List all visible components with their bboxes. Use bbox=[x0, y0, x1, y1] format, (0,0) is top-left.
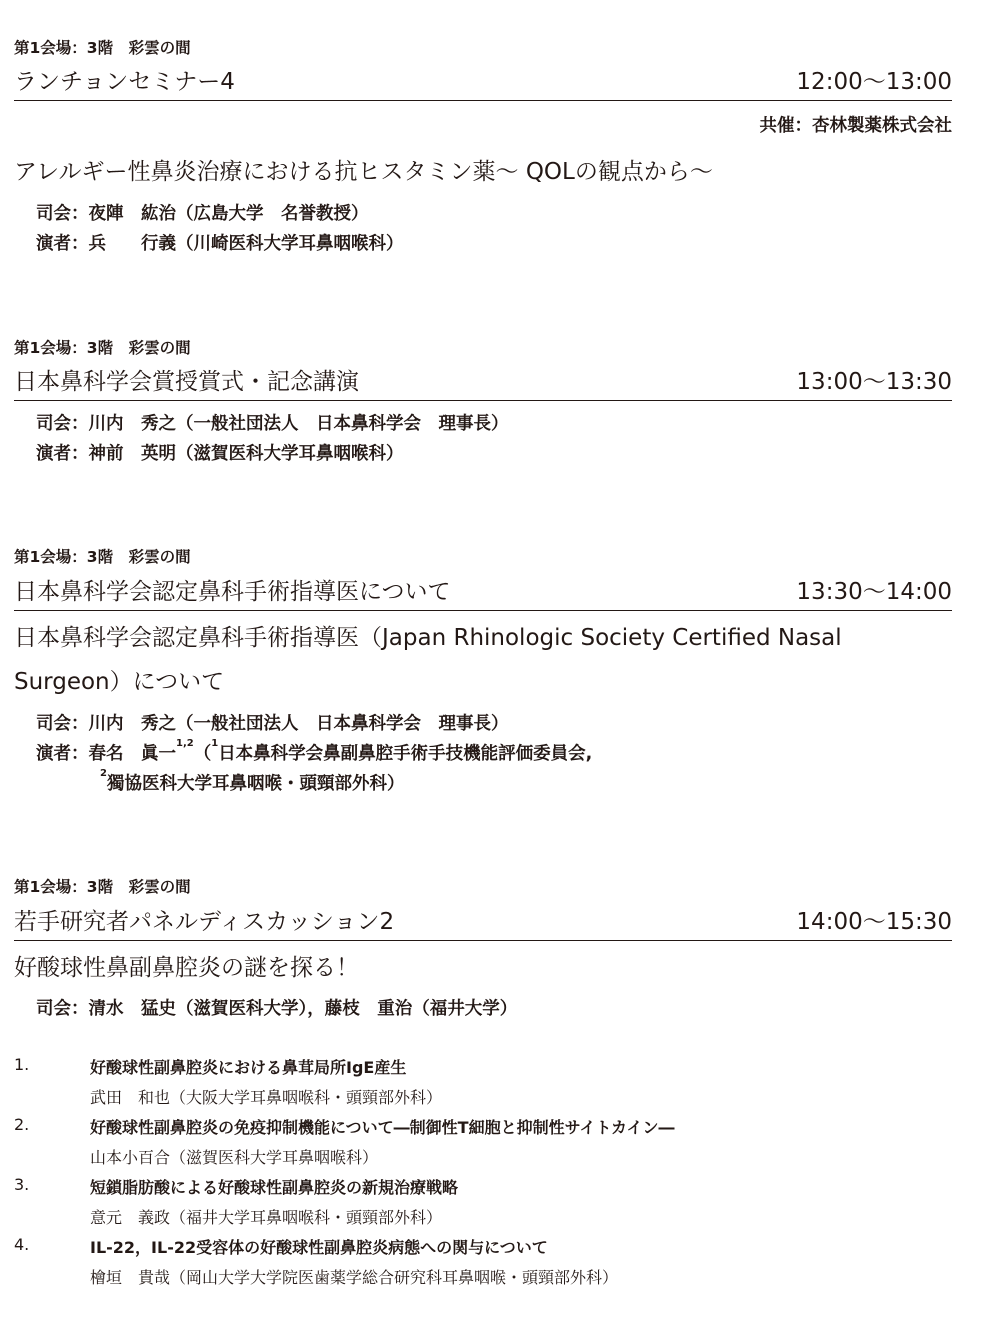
session-1-sponsor: 共催：杏林製薬株式会社 bbox=[759, 116, 952, 136]
session-3-affil-2-mark: 2 bbox=[100, 768, 107, 779]
presentation-4-author: 檜垣 貴哉（岡山大学大学院医歯薬学総合研究科耳鼻咽喉・頭頸部外科） bbox=[90, 1268, 619, 1287]
session-3-divider bbox=[14, 610, 952, 611]
session-1-speaker: 演者：兵 行義（川崎医科大学耳鼻咽喉科） bbox=[36, 234, 404, 254]
session-3-speaker-affil-marks: 1,2 bbox=[176, 738, 194, 749]
session-1-subtitle: アレルギー性鼻炎治療における抗ヒスタミン薬〜 QOLの観点から〜 bbox=[14, 159, 713, 185]
session-2-title: 日本鼻科学会賞授賞式・記念講演 bbox=[14, 369, 359, 395]
presentation-2-number: 2. bbox=[14, 1115, 30, 1134]
presentation-2-author: 山本小百合（滋賀医科大学耳鼻咽喉科） bbox=[90, 1148, 379, 1167]
presentation-2-title: 好酸球性副鼻腔炎の免疫抑制機能について―制御性T細胞と抑制性サイトカイン― bbox=[90, 1118, 675, 1137]
session-2-time: 13:00〜13:30 bbox=[796, 369, 952, 395]
presentation-1-author: 武田 和也（大阪大学耳鼻咽喉科・頭頸部外科） bbox=[90, 1088, 443, 1107]
session-4-divider bbox=[14, 940, 952, 941]
session-3-speaker-name: 演者：春名 眞一 bbox=[36, 744, 176, 764]
session-4-chair: 司会：清水 猛史（滋賀医科大学），藤枝 重治（福井大学） bbox=[36, 999, 518, 1019]
presentation-1-number: 1. bbox=[14, 1055, 30, 1074]
presentation-4-number: 4. bbox=[14, 1235, 30, 1254]
session-3-affil-1: 日本鼻科学会鼻副鼻腔手術手技機能評価委員会, bbox=[218, 744, 593, 764]
session-3-speaker: 演者：春名 眞一$^{1,2}$（$^1$日本鼻科学会鼻副鼻腔手術手技機能評価委員会, bbox=[36, 738, 593, 764]
session-3-time: 13:30〜14:00 bbox=[796, 579, 952, 605]
session-1-title: ランチョンセミナー4 bbox=[14, 69, 235, 95]
session-3-chair: 司会：川内 秀之（一般社団法人 日本鼻科学会 理事長） bbox=[36, 714, 509, 734]
session-4-title: 若手研究者パネルディスカッション2 bbox=[14, 909, 395, 935]
session-1-chair: 司会：夜陣 紘治（広島大学 名誉教授） bbox=[36, 204, 369, 224]
presentation-3-number: 3. bbox=[14, 1175, 30, 1194]
session-3-subtitle-line1: 日本鼻科学会認定鼻科手術指導医（Japan Rhinologic Society Certified Nasal bbox=[14, 625, 842, 651]
session-4-venue: 第1会場：3階 彩雲の間 bbox=[14, 878, 191, 896]
session-3-subtitle-line2: Surgeon）について bbox=[14, 669, 225, 695]
session-1-time: 12:00〜13:00 bbox=[796, 69, 952, 95]
session-4-subtitle: 好酸球性鼻副鼻腔炎の謎を探る！ bbox=[14, 955, 359, 981]
session-3-title: 日本鼻科学会認定鼻科手術指導医について bbox=[14, 579, 451, 605]
presentation-3-author: 意元 義政（福井大学耳鼻咽喉科・頭頸部外科） bbox=[90, 1208, 443, 1227]
session-1-divider bbox=[14, 100, 952, 101]
session-2-divider bbox=[14, 400, 952, 401]
presentation-3-title: 短鎖脂肪酸による好酸球性副鼻腔炎の新規治療戦略 bbox=[90, 1178, 459, 1197]
session-3-speaker-affil-line2 bbox=[100, 770, 404, 795]
session-3-affil-2: 獨協医科大学耳鼻咽喉・頭頸部外科） bbox=[106, 774, 405, 794]
session-1-venue: 第1会場：3階 彩雲の間 bbox=[14, 39, 191, 57]
session-3-venue: 第1会場：3階 彩雲の間 bbox=[14, 548, 191, 566]
session-2-venue: 第1会場：3階 彩雲の間 bbox=[14, 339, 191, 357]
session-3-affil-1-mark: 1 bbox=[211, 738, 219, 749]
session-4-time: 14:00〜15:30 bbox=[796, 909, 952, 935]
session-2-speaker: 演者：神前 英明（滋賀医科大学耳鼻咽喉科） bbox=[36, 444, 404, 464]
presentation-4-title: IL-22，IL-22受容体の好酸球性副鼻腔炎病態への関与について bbox=[90, 1238, 548, 1257]
session-2-chair: 司会：川内 秀之（一般社団法人 日本鼻科学会 理事長） bbox=[36, 414, 509, 434]
presentation-1-title: 好酸球性副鼻腔炎における鼻茸局所IgE産生 bbox=[90, 1058, 407, 1077]
